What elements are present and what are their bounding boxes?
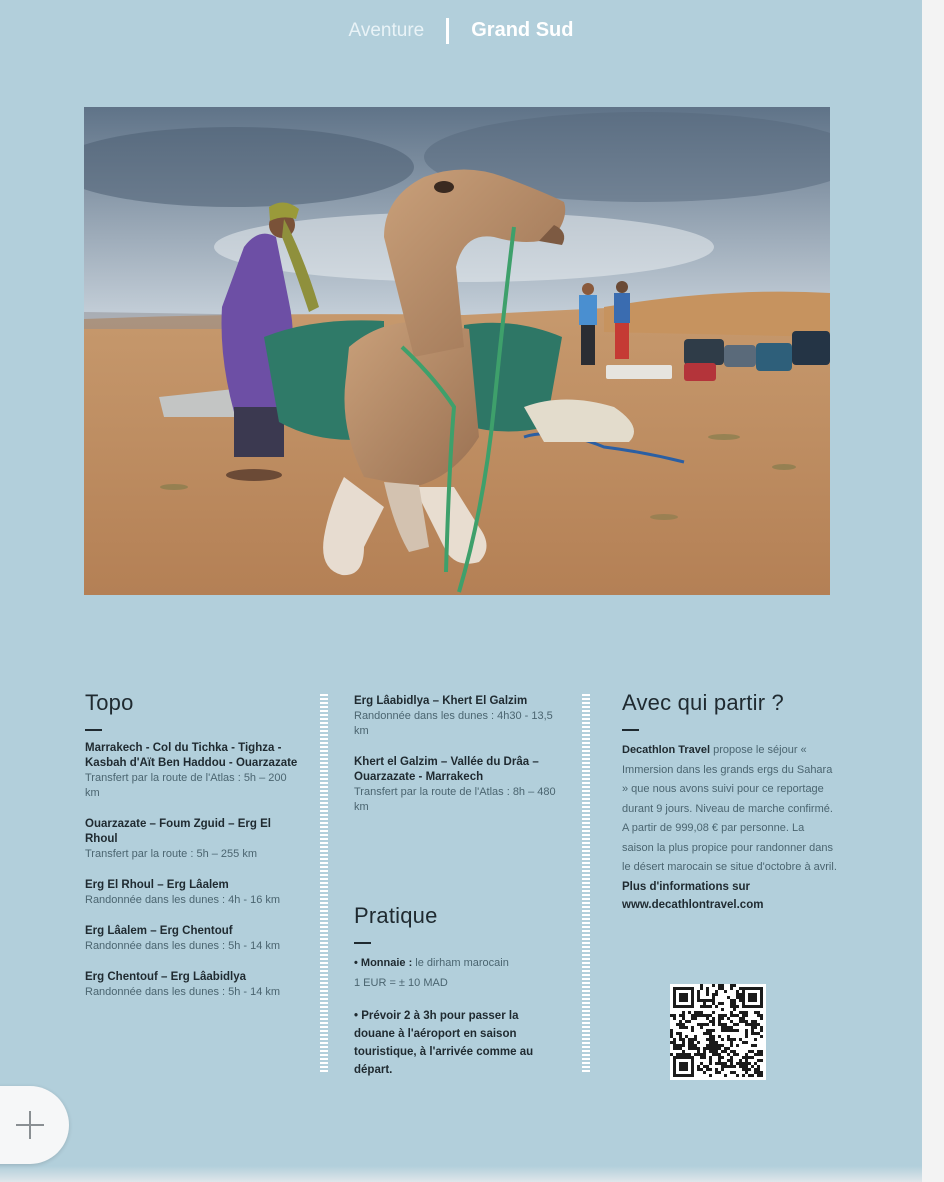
topo-entry-desc: Randonnée dans les dunes : 5h - 14 km xyxy=(85,940,281,952)
topo-entry-title: Erg Lâabidlya – Khert El Galzim xyxy=(354,695,528,707)
partir-body: propose le séjour « Immersion dans les grands ergs du Sahara » que nous avons suivi pour ce reportage durant 9 jours. Niveau de marche confirmé. A partir de 999,08 € par personne. La saison la plus propice pour randonner dans le désert marocain se situe d'octobre à avril. xyxy=(622,744,837,873)
topo-entry xyxy=(85,878,300,908)
topo-entry xyxy=(85,817,300,862)
qr-code[interactable] xyxy=(670,984,766,1080)
plus-icon-stroke xyxy=(29,1111,31,1139)
title-dash xyxy=(354,942,371,944)
customs-tip: • Prévoir 2 à 3h pour passer la douane à l'aéroport en saison touristique, à l'arrivée comme au départ. xyxy=(354,1010,534,1076)
viewer-background xyxy=(922,0,944,1182)
topo-entry-title: Marrakech - Col du Tichka - Tighza - Kasbah d'Aït Ben Haddou - Ouarzazate xyxy=(85,742,298,769)
title-dash xyxy=(622,729,639,731)
topo-entry-title: Erg Chentouf – Erg Lâabidlya xyxy=(85,971,247,983)
column-divider xyxy=(320,694,328,1074)
page-bottom-edge xyxy=(0,1166,922,1182)
column-divider xyxy=(582,694,590,1074)
topo-entry-desc: Randonnée dans les dunes : 4h - 16 km xyxy=(85,894,281,906)
topo-column xyxy=(85,690,300,1016)
topo-entry xyxy=(85,970,300,1000)
partir-title: Avec qui partir ? xyxy=(622,690,784,715)
title-dash xyxy=(85,729,102,731)
topo-entry-desc: Transfert par la route de l'Atlas : 5h – 200 km xyxy=(85,772,287,799)
more-info-label: Plus d'informations sur xyxy=(622,880,750,893)
monnaie-label: • Monnaie : xyxy=(354,957,413,969)
pratique-title: Pratique xyxy=(354,903,438,928)
topo-entry-desc: Randonnée dans les dunes : 5h - 14 km xyxy=(85,986,281,998)
topo-column-continued xyxy=(354,694,564,831)
topo-entry-title: Erg Lâalem – Erg Chentouf xyxy=(85,925,233,937)
topo-entry-title: Ouarzazate – Foum Zguid – Erg El Rhoul xyxy=(85,818,271,845)
monnaie-line xyxy=(354,954,554,974)
topo-entry-desc: Transfert par la route : 5h – 255 km xyxy=(85,848,258,860)
partir-column xyxy=(622,690,837,914)
topo-entry xyxy=(85,741,300,801)
monnaie-value: le dirham marocain xyxy=(412,957,509,969)
brand-name: Decathlon Travel xyxy=(622,744,711,756)
topo-title: Topo xyxy=(85,690,134,715)
topo-entry xyxy=(85,924,300,954)
exchange-rate: 1 EUR = ± 10 MAD xyxy=(354,976,448,989)
topo-entry-desc: Randonnée dans les dunes : 4h30 - 13,5 km xyxy=(354,710,553,737)
pratique-section xyxy=(354,903,554,1079)
topo-entry-desc: Transfert par la route de l'Atlas : 8h – 480 km xyxy=(354,786,556,813)
topo-entry xyxy=(354,755,564,815)
topo-entry xyxy=(354,694,564,739)
website-link[interactable]: www.decathlontravel.com xyxy=(622,898,764,911)
page-header xyxy=(0,18,922,44)
camel-photo xyxy=(84,107,830,595)
partir-text xyxy=(622,741,837,878)
section-title: Grand Sud xyxy=(471,19,574,42)
rubric-label: Aventure xyxy=(348,20,425,42)
topo-entry-title: Erg El Rhoul – Erg Lâalem xyxy=(85,879,229,891)
topo-entry-title: Khert el Galzim – Vallée du Drâa – Ouarzazate - Marrakech xyxy=(354,756,539,783)
header-separator xyxy=(446,18,449,44)
